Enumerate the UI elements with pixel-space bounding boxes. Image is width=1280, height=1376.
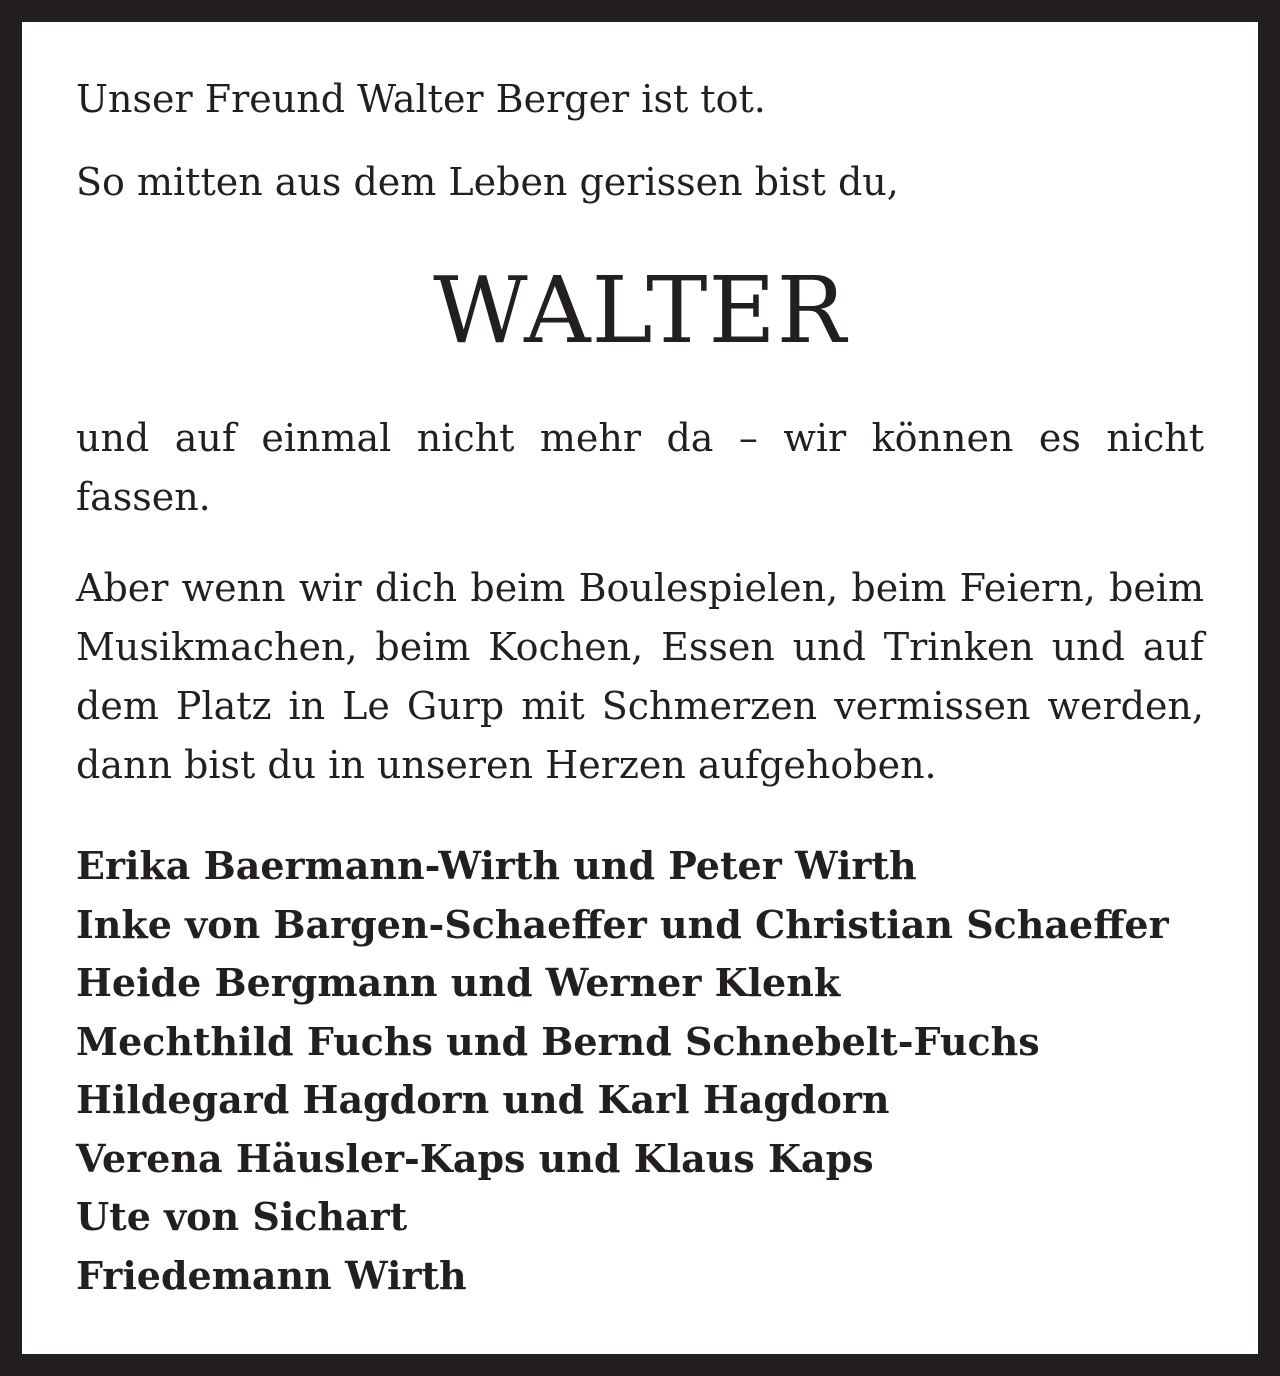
- intro-line: Unser Freund Walter Berger ist tot.: [76, 77, 766, 121]
- signer: Friedemann Wirth: [76, 1252, 467, 1298]
- signer: Ute von Sichart: [76, 1194, 408, 1239]
- signer: Heide Bergmann und Werner Klenk: [76, 960, 841, 1005]
- signer: Verena Häusler-Kaps und Klaus Kaps: [76, 1135, 874, 1181]
- deceased-name: WALTER: [433, 257, 847, 364]
- signer: Inke von Bargen-Schaeffer und Christian Schaeffer: [76, 901, 1169, 947]
- signer: Mechthild Fuchs und Bernd Schnebelt-Fuchs: [76, 1018, 1040, 1064]
- signer: Erika Baermann-Wirth und Peter Wirth: [76, 843, 917, 888]
- signers-list: [76, 837, 1169, 1305]
- lead-line: So mitten aus dem Leben gerissen bist du,: [76, 160, 899, 204]
- obituary-card: [22, 22, 1258, 1354]
- paragraph-remembrance: Aber wenn wir dich beim Boulespielen, beim Feiern, beim Musikmachen, beim Kochen, Essen und Trinken und auf dem Platz in Le Gurp mit Schmerzen vermissen werden, dann bist du in unseren Herzen aufgehoben.: [76, 566, 1204, 787]
- paragraph-disbelief: und auf einmal nicht mehr da – wir können es nicht fassen.: [76, 416, 1204, 519]
- signer: Hildegard Hagdorn und Karl Hagdorn: [76, 1077, 890, 1122]
